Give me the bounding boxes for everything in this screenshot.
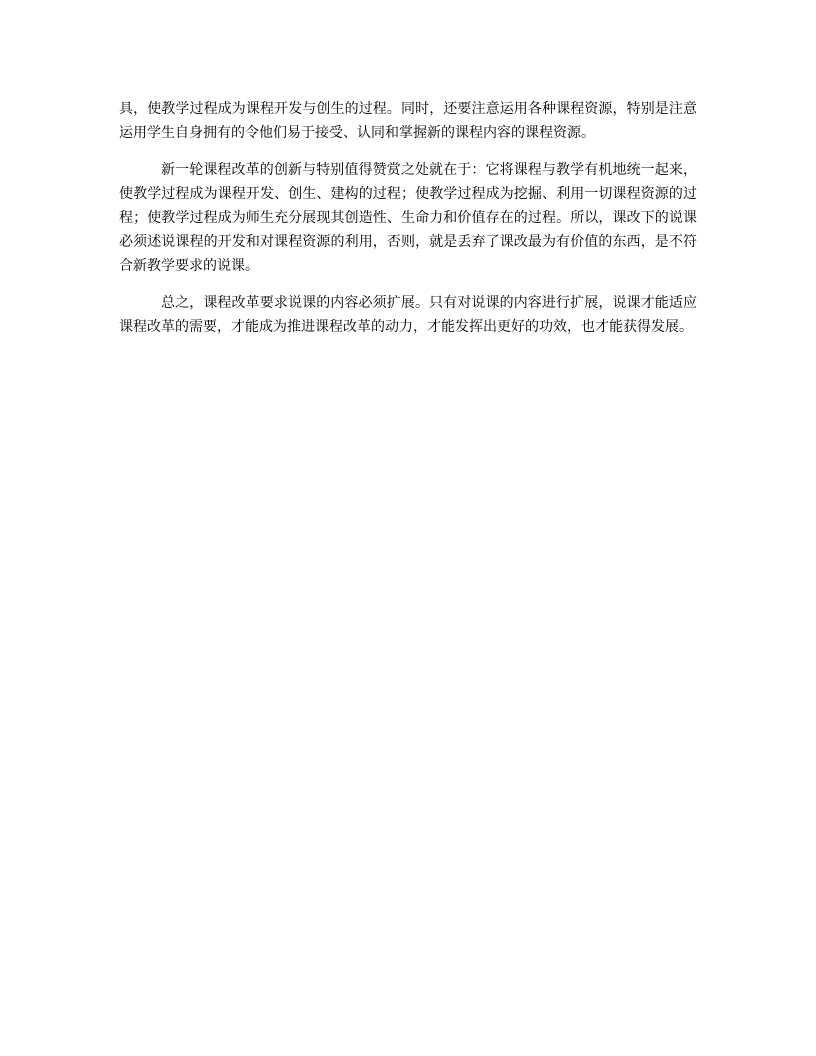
paragraph-conclusion: 总之，课程改革要求说课的内容必须扩展。只有对说课的内容进行扩展，说课才能适应课程改革的需要，才能成为推进课程改革的动力，才能发挥出更好的功效，也才能获得发展。 <box>119 295 697 335</box>
paragraph-continuation: 具，使教学过程成为课程开发与创生的过程。同时，还要注意运用各种课程资源，特别是注意运用学生自身拥有的令他们易于接受、认同和掌握新的课程内容的课程资源。 <box>119 101 697 141</box>
document-body <box>119 97 697 352</box>
paragraph-curriculum-innovation: 新一轮课程改革的创新与特别值得赞赏之处就在于：它将课程与教学有机地统一起来，使教学过程成为课程开发、创生、建构的过程；使教学过程成为挖掘、利用一切课程资源的过程；使教学过程成为师生充分展现其创造性、生命力和价值存在的过程。所以，课改下的说课必须述说课程的开发和对课程资源的利用，否则，就是丢弃了课改最为有价值的东西，是不符合新教学要求的说课。 <box>119 162 697 274</box>
